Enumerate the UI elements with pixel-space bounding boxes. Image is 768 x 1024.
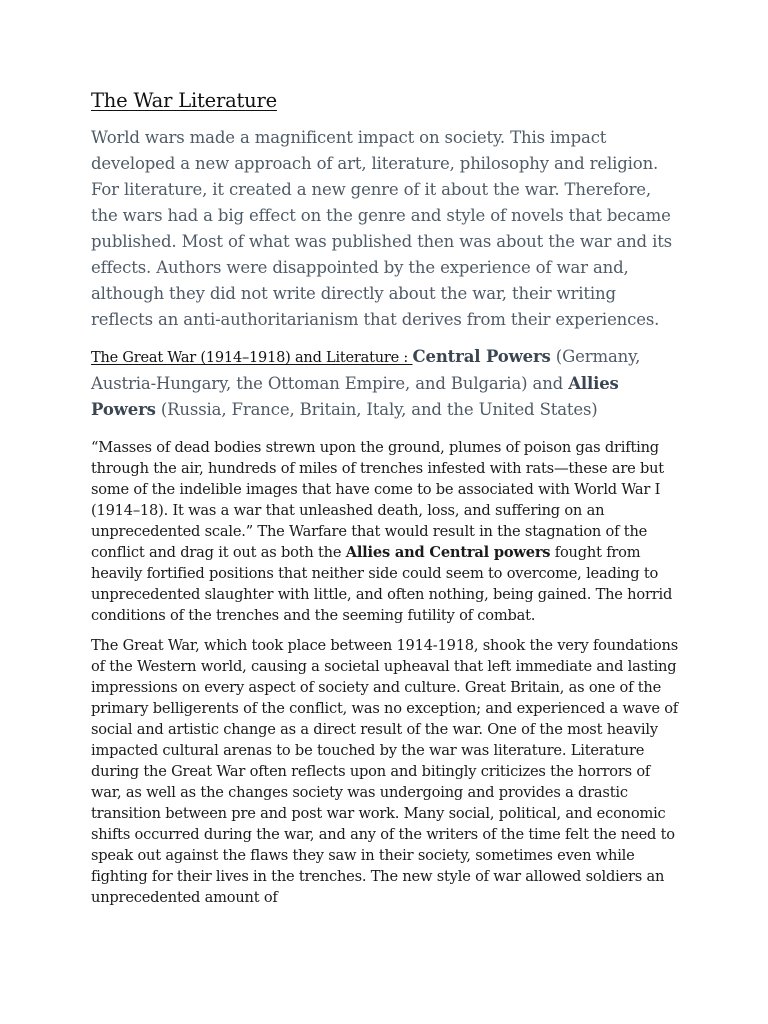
intro-paragraph: World wars made a magnificent impact on society. This impact developed a new approach of art, literature, philosophy and religion. For literature, it created a new genre of it about the war. Therefore, the wars had a big effect on the genre and style of novels that became published. Most of what was published then was about the war and its effects. Authors were disappointed by the experience of war and, although they did not write directly about the war, their writing reflects an anti-authoritarianism that derives from their experiences. bbox=[91, 128, 672, 329]
allies-powers-members: (Russia, France, Britain, Italy, and the United States) bbox=[155, 400, 598, 419]
great-war-heading-paragraph bbox=[91, 344, 681, 423]
document-page bbox=[91, 88, 681, 917]
great-war-heading: The Great War (1914–1918) and Literature : bbox=[91, 350, 413, 366]
allies-powers-label: Allies Powers bbox=[91, 374, 619, 419]
central-powers-members: (Germany, Austria-Hungary, the Ottoman Empire, and Bulgaria) and bbox=[91, 347, 641, 393]
quote-text: “Masses of dead bodies strewn upon the ground, plumes of poison gas drifting through the air, hundreds of miles of trenches infested with rats—these are but some of the indelible images that have come to be associated with World War I (1914–18). It was a war that unleashed death, loss, and suffering on an unprecedented scale.” The Warfare that would result in the stagnation of the conflict and drag it out as both the bbox=[91, 439, 664, 561]
quote-continuation: fought from heavily fortified positions that neither side could seem to overcome, leading to unprecedented slaughter with little, and often nothing, being gained. The horrid conditions of the trenches and the seeming futility of combat. bbox=[91, 544, 673, 624]
quote-paragraph bbox=[91, 437, 681, 626]
central-powers-label: Central Powers bbox=[412, 347, 551, 366]
page-title: The War Literature bbox=[91, 89, 277, 112]
allies-central-bold: Allies and Central powers bbox=[345, 544, 551, 561]
great-war-paragraph: The Great War, which took place between 1914-1918, shook the very foundations of the Western world, causing a societal upheaval that left immediate and lasting impressions on every aspect of society and culture. Great Britain, as one of the primary belligerents of the conflict, was no exception; and experienced a wave of social and artistic change as a direct result of the war. One of the most heavily impacted cultural arenas to be touched by the war was literature. Literature during the Great War often reflects upon and bitingly criticizes the horrors of war, as well as the changes society was undergoing and provides a drastic transition between pre and post war work. Many social, political, and economic shifts occurred during the war, and any of the writers of the time felt the need to speak out against the flaws they saw in their society, sometimes even while fighting for their lives in the trenches. The new style of war allowed soldiers an unprecedented amount of bbox=[91, 637, 679, 906]
